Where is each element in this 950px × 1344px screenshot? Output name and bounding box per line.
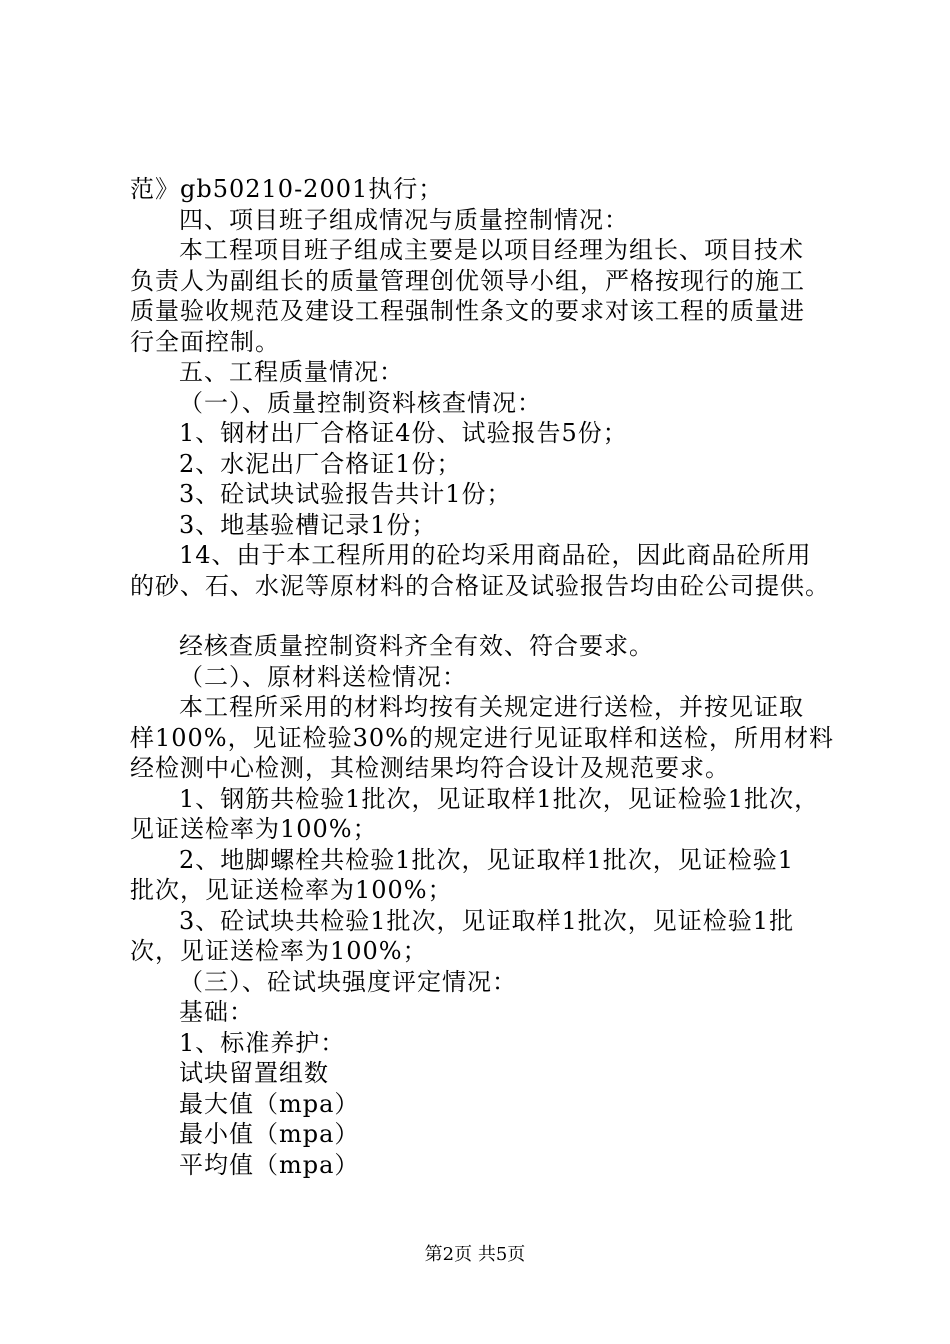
text-line: 质量验收规范及建设工程强制性条文的要求对该工程的质量进 [130, 297, 805, 325]
list-item: 1、钢筋共检验1批次，见证取样1批次，见证检验1批次， [179, 784, 820, 813]
list-item: 3、砼试块试验报告共计1份； [179, 480, 512, 508]
text-line: 见证送检率为100%； [130, 815, 378, 843]
list-item: 14、由于本工程所用的砼均采用商品砼，因此商品砼所用 [179, 541, 812, 569]
text-line: 经核查质量控制资料齐全有效、符合要求。 [179, 632, 654, 660]
text-line: 的砂、石、水泥等原材料的合格证及试验报告均由砼公司提供。 [130, 571, 830, 600]
page-number: 第2页 共5页 [424, 1244, 526, 1265]
list-item: 1、钢材出厂合格证4份、试验报告5份； [179, 419, 628, 447]
text-line: 行全面控制。 [130, 327, 280, 356]
subsection-heading: （二）、原材料送检情况： [179, 662, 467, 691]
text-line: 试块留置组数 [179, 1059, 329, 1087]
text-line: 范》gb50210-2001执行； [130, 175, 444, 203]
section-heading: 五、工程质量情况： [179, 358, 404, 386]
text-line: 次，见证送检率为100%； [130, 937, 428, 965]
text-line: 本工程项目班子组成主要是以项目经理为组长、项目技术 [179, 236, 804, 264]
text-line: 基础： [179, 998, 254, 1026]
text-line: 负责人为副组长的质量管理创优领导小组，严格按现行的施工 [130, 266, 805, 295]
list-item: 1、标准养护： [179, 1028, 346, 1057]
subsection-heading: （一）、质量控制资料核查情况： [179, 388, 542, 417]
list-item: 3、砼试块共检验1批次，见证取样1批次，见证检验1批 [179, 906, 795, 935]
paragraph-gap [130, 601, 870, 631]
text-line: 平均值（mpa） [179, 1150, 360, 1179]
list-item: 2、水泥出厂合格证1份； [179, 449, 462, 478]
text-line: 最小值（mpa） [179, 1120, 360, 1148]
document-body [130, 174, 870, 1180]
section-heading: 四、项目班子组成情况与质量控制情况： [179, 205, 629, 234]
text-line: 本工程所采用的材料均按有关规定进行送检，并按见证取 [179, 693, 804, 721]
text-line: 经检测中心检测，其检测结果均符合设计及规范要求。 [130, 754, 730, 782]
list-item: 2、地脚螺栓共检验1批次，见证取样1批次，见证检验1 [179, 845, 795, 874]
text-line: 最大值（mpa） [179, 1089, 360, 1118]
text-line: 样100%，见证检验30%的规定进行见证取样和送检，所用材料 [130, 723, 834, 752]
subsection-heading: （三）、砼试块强度评定情况： [179, 967, 517, 996]
text-line: 批次，见证送检率为100%； [130, 876, 453, 904]
list-item: 3、地基验槽记录1份； [179, 510, 437, 539]
